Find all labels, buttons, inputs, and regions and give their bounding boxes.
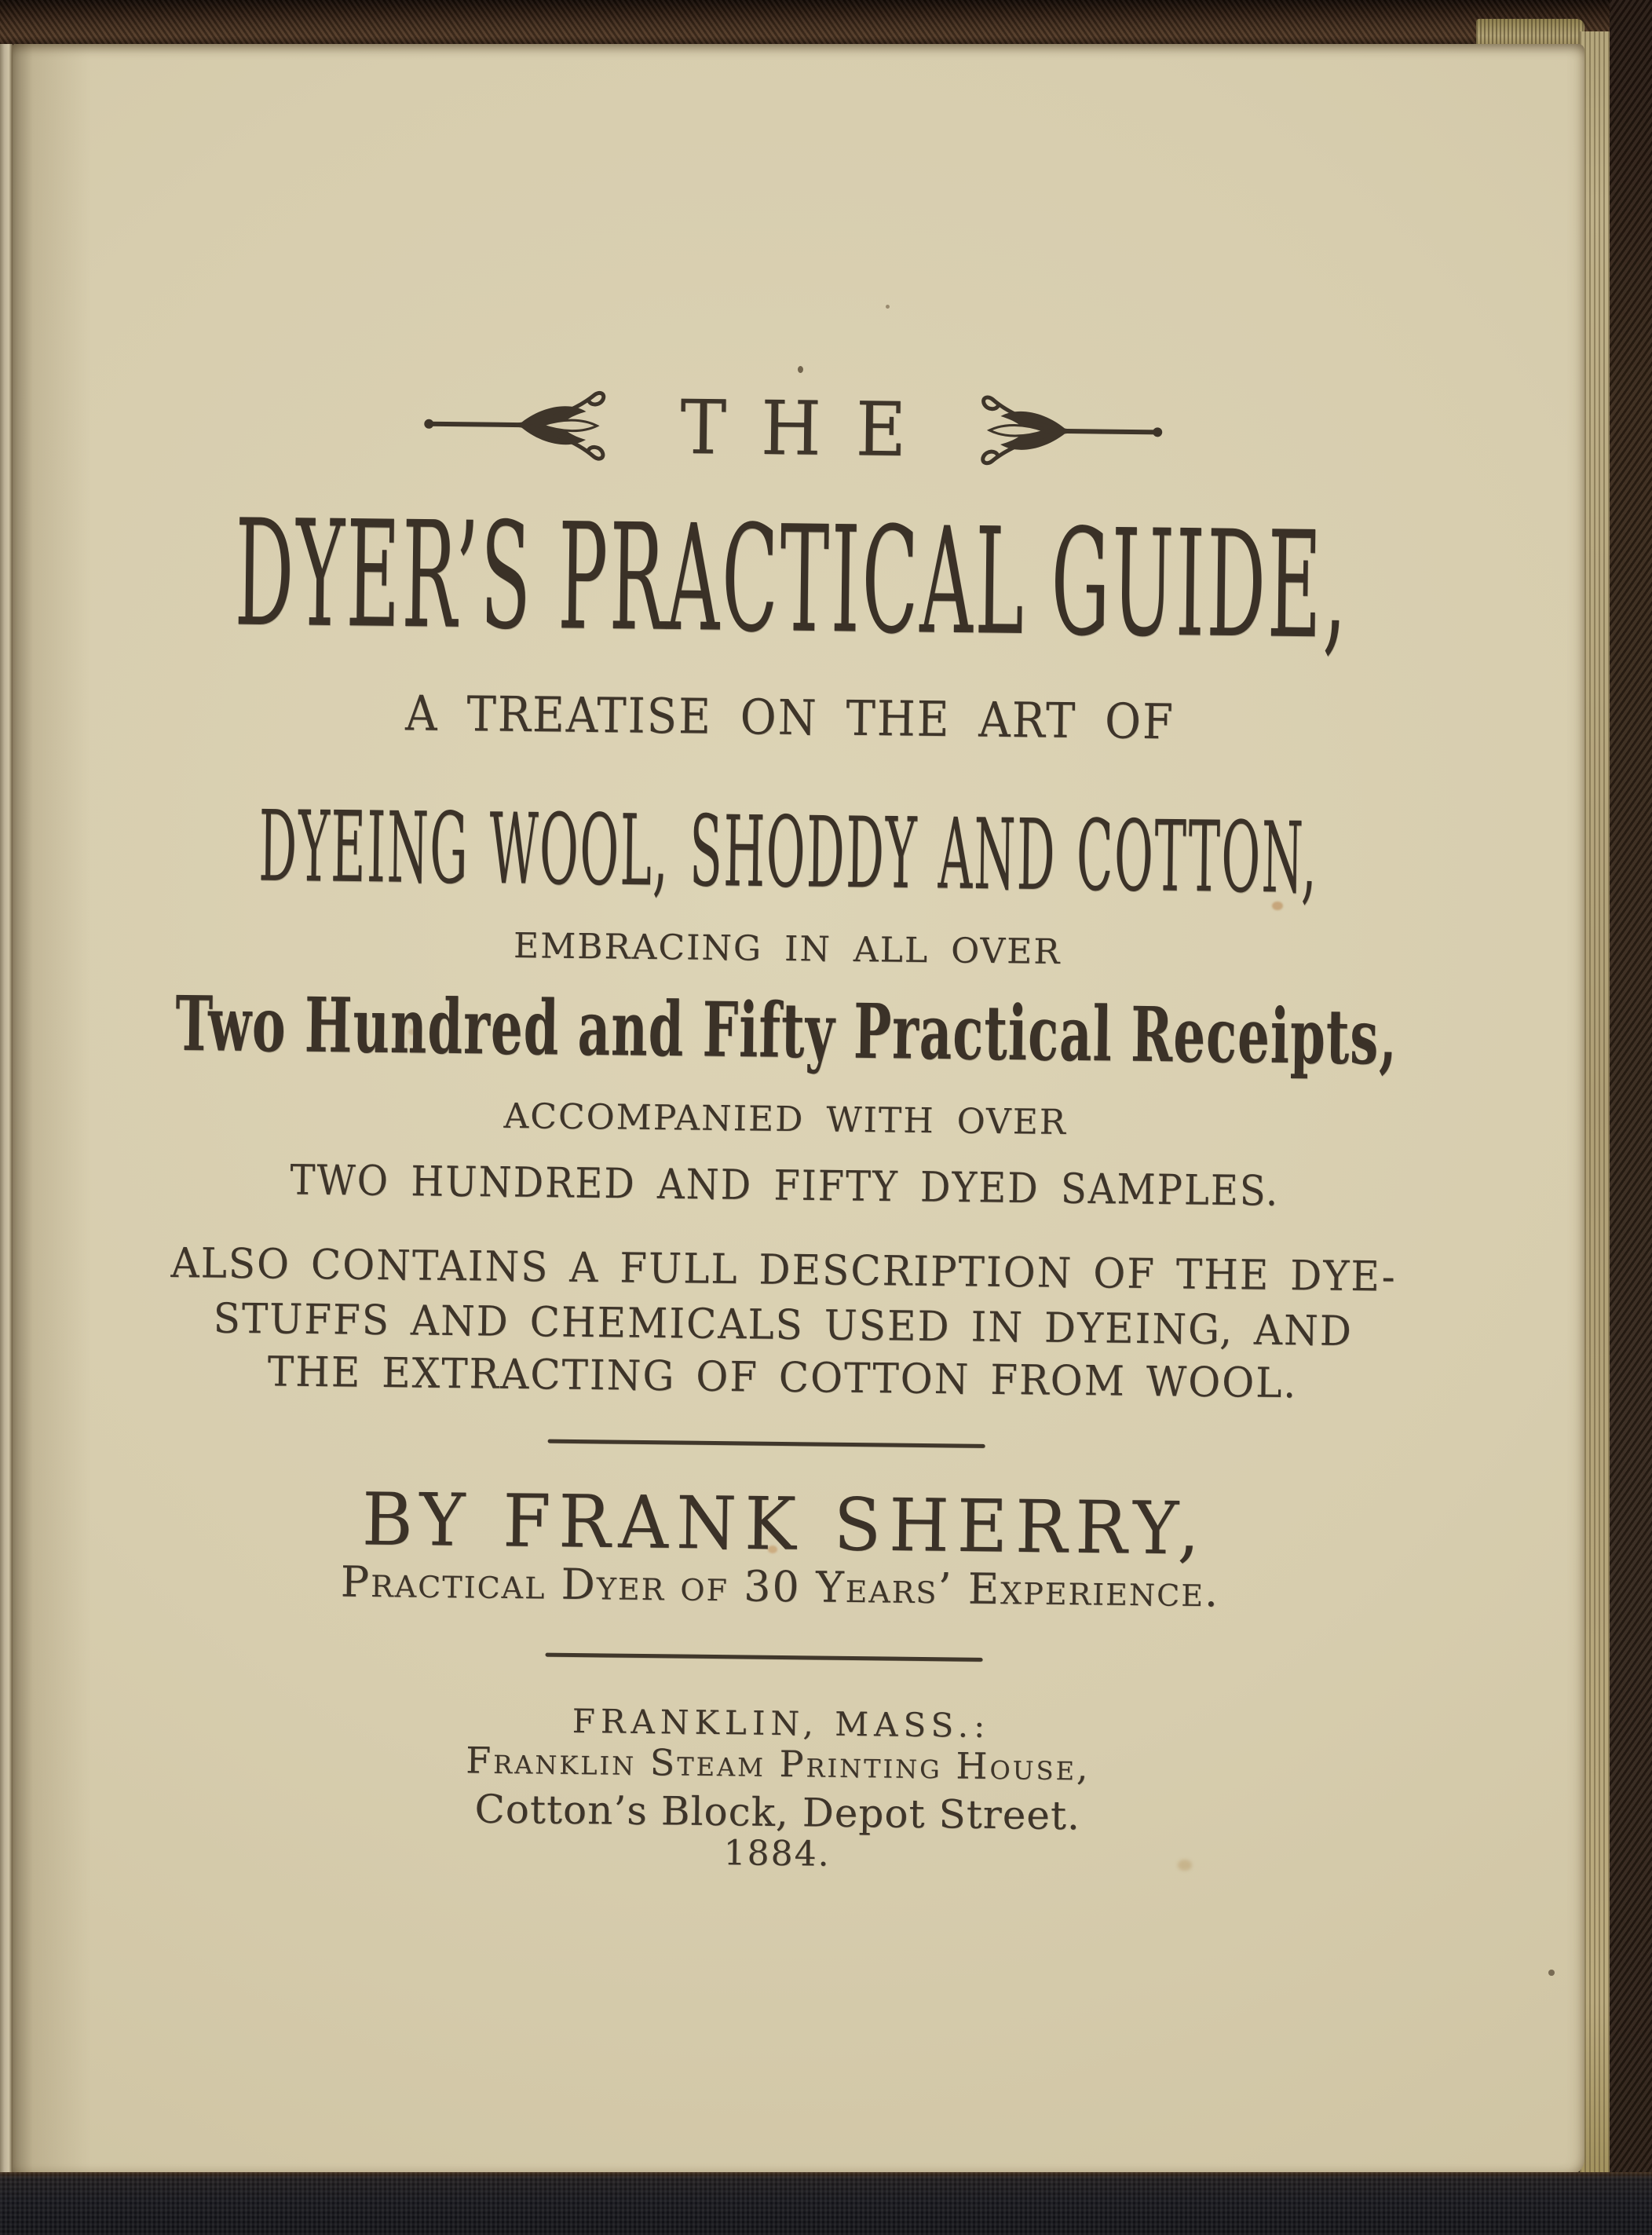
description-line-3: THE EXTRACTING OF COTTON FROM WOOL. bbox=[267, 1348, 1298, 1407]
treatise-row bbox=[5, 674, 1576, 763]
samples-line: TWO HUNDRED AND FIFTY DYED SAMPLES. bbox=[290, 1156, 1280, 1216]
author-credit: Practical Dyer of 30 Years’ Experience. bbox=[340, 1556, 1220, 1616]
subject-row bbox=[2, 777, 1574, 928]
book-title: DYER’S PRACTICAL GUIDE, bbox=[233, 488, 1350, 671]
description-line-1: ALSO CONTAINS A FULL DESCRIPTION OF THE DYE- bbox=[170, 1238, 1397, 1301]
imprint-city: FRANKLIN, MASS.: bbox=[572, 1701, 991, 1745]
samples-row bbox=[0, 1146, 1570, 1227]
author-byline: BY FRANK SHERRY, bbox=[361, 1476, 1208, 1571]
header-word: THE bbox=[679, 382, 941, 474]
embracing-line: EMBRACING IN ALL OVER bbox=[513, 925, 1062, 972]
receipts-line: Two Hundred and Fifty Practical Receipts, bbox=[174, 979, 1398, 1083]
imprint-printer: Franklin Steam Printing House, bbox=[466, 1739, 1091, 1789]
accompanied-line: ACCOMPANIED WITH OVER bbox=[503, 1096, 1068, 1143]
description-line-2: STUFFS AND CHEMICALS USED IN DYEING, AND bbox=[213, 1294, 1354, 1355]
imprint-address: Cotton’s Block, Depot Street. bbox=[474, 1786, 1081, 1839]
flourish-ornament-left-icon bbox=[422, 386, 620, 464]
flourish-ornament-right-icon bbox=[967, 393, 1164, 470]
main-title-row bbox=[5, 485, 1577, 675]
cover-bottom-edge bbox=[0, 2172, 1652, 2235]
receipts-row bbox=[1, 960, 1573, 1103]
divider-rule-top bbox=[548, 1439, 985, 1448]
subject-line: DYEING WOOL, SHODDY AND COTTON, bbox=[258, 788, 1319, 916]
divider-rule-bottom bbox=[545, 1653, 982, 1662]
imprint-year: 1884. bbox=[723, 1832, 831, 1875]
treatise-line: A TREATISE ON THE ART OF bbox=[404, 685, 1175, 751]
header-word-row bbox=[8, 372, 1579, 485]
